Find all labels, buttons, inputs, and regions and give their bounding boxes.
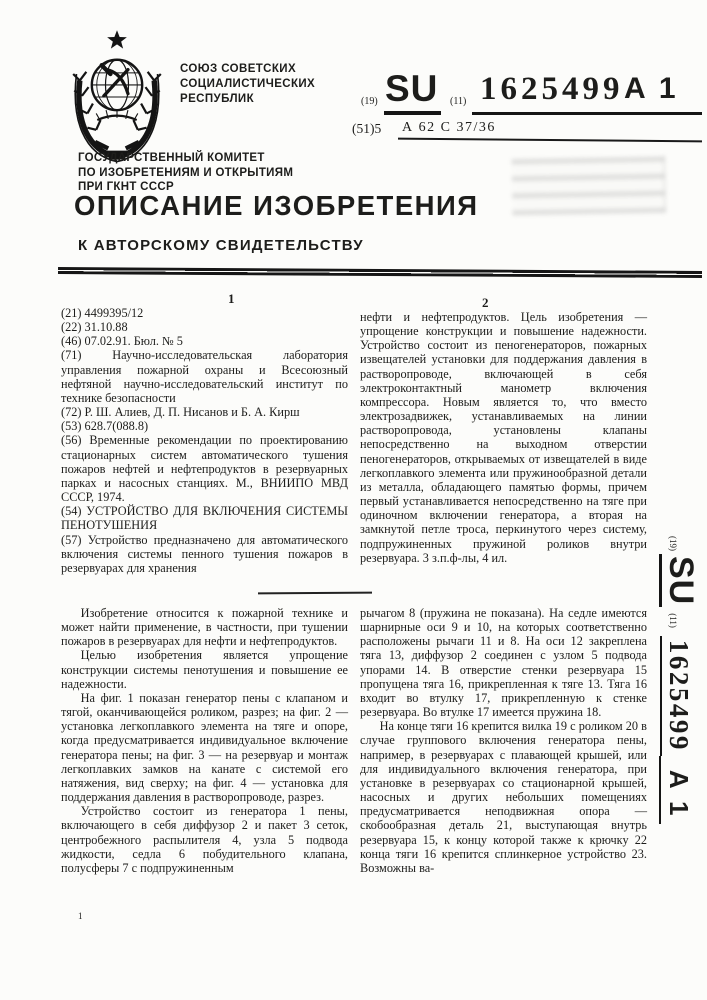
side-document-number bbox=[640, 536, 700, 884]
paragraph: Целью изобретения является упрощение конструкции системы пенотушения и повышение ее надежности. bbox=[61, 648, 348, 691]
field-54-invention-title: (54) УСТРОЙСТВО ДЛЯ ВКЛЮЧЕНИЯ СИСТЕМЫ ПЕНОТУШЕНИЯ bbox=[61, 504, 348, 533]
document-number: 1625499 bbox=[480, 71, 624, 107]
header-divider bbox=[58, 267, 702, 278]
country-code: SU bbox=[384, 68, 441, 115]
union-name-line3: РЕСПУБЛИК bbox=[180, 93, 254, 105]
side-kind-code: A 1 bbox=[659, 756, 694, 825]
side-code-19: (19) bbox=[668, 536, 678, 551]
field-72: (72) Р. Ш. Алиев, Д. П. Нисанов и Б. А. Кирш bbox=[61, 405, 300, 420]
committee-line3: ПРИ ГКНТ СССР bbox=[78, 181, 174, 193]
column-1-marker: 1 bbox=[228, 291, 235, 306]
field-71: (71) Научно-исследовательская лаборатория управления пожарной охраны и Всесоюзный нефтяной научно-исследовательский институт по технике безопасности bbox=[61, 348, 348, 405]
abstract-continuation: нефти и нефтепродуктов. Цель изобретения — упрощение конструкции и повышение надежности. Устройство состоит из пеногенераторов, пожарных извещателей установки для поддержания давления в растворопроводе, включающей в себя электроконтактный манометр включения компрессора. Новым является то, что вместо электрозадвижек, устанавливаемых на линии растворопровода, установлены клапаны непосредственно на выходном отверстии пеногенераторов, открываемых от извещателей в виде легкоплавкого элемента или пружинообразной детали из металла, обладающего памятью формы, причем первый устанавливается непосредственно на тяге при одиночном включении генератора, а вторая на замкнутой петле троса, перкинутого через систему, подпружиненных пружиной роликов внутри резервуара. 3 з.п.ф-лы, 4 ил. bbox=[360, 310, 647, 565]
paragraph: Изобретение относится к пожарной технике и может найти применение, в частности, при тушении пожаров в резервуарах для нефти и нефтепродуктов. bbox=[61, 606, 348, 649]
section-divider bbox=[258, 592, 372, 595]
union-name-line2: СОЦИАЛИСТИЧЕСКИХ bbox=[180, 78, 316, 90]
ipc-label: (51)5 bbox=[352, 121, 382, 136]
kind-code: A 1 bbox=[624, 72, 679, 105]
committee-line1: ГОСУДАРСТВЕННЫЙ КОМИТЕТ bbox=[78, 152, 265, 164]
side-code-11: (11) bbox=[668, 613, 678, 628]
side-country-code: SU bbox=[659, 554, 700, 607]
ussr-emblem-graphic bbox=[62, 28, 172, 166]
union-name bbox=[180, 62, 315, 107]
committee-name bbox=[78, 151, 293, 195]
field-53: (53) 628.7(088.8) bbox=[61, 419, 149, 434]
column-2-marker: 2 bbox=[482, 295, 489, 310]
paragraph: Устройство состоит из генератора 1 пены, включающего в себя диффузор 2 и пакет 3 сеток, центробежного распылителя 4, узла 5 подвода жидкости, седла 6 побудительного клапана, полусферы 7 с подпружиненным bbox=[61, 804, 348, 875]
ipc-code: А 62 С 37/36 bbox=[402, 120, 496, 135]
paragraph: рычагом 8 (пружина не показана). На седле имеются шарнирные оси 9 и 10, на которых соответственно расположены рычаги 11 и 8. На оси 12 закреплена тяга 13, диффузор 2 соединен с узлом 5 подвода упорами 14. В отверстие стенки резервуара 15 пропущена тяга 16, прикрепленная к тяге 13. Тяга 16 входит во втулку 17, прикрепленную к стенке резервуара. Во втулке 17 имеется пружина 18. bbox=[360, 606, 647, 720]
paragraph: На фиг. 1 показан генератор пены с клапаном и тягой, оканчивающейся роликом, разрез; на фиг. 2 — установка легкоплавкого элемента на тяге и опоре, когда предусматривается индивидуальное включение генератора пены; на фиг. 3 — на резервуар и монтаж легкоплавких замков на канате с системой его натяжения, вид сверху; на фиг. 4 — установка для поддержания давления в растворопроводе, разрез. bbox=[61, 690, 348, 805]
stamp-smudge bbox=[512, 156, 666, 216]
bibliographic-fields bbox=[61, 306, 348, 575]
paragraph: На конце тяги 16 крепится вилка 19 с роликом 20 в случае группового включения генератора пены, например, в резервуарах с плавающей крышей, или для индивидуального включения генератора, при установке в резервуарах со стационарной крышей, насосных и других небольших помещениях предусматривается неподвижная опора — скобообразная деталь 21, выступающая внутрь резервуара 15, к концу которой также к крючку 22 конца тяги 16 крепится сплинкерное устройство 23. Возможны ва- bbox=[360, 719, 647, 875]
number-underline bbox=[472, 112, 702, 115]
code-11-label: (11) bbox=[450, 96, 467, 107]
description-right-column bbox=[360, 606, 647, 875]
field-57-abstract-start: (57) Устройство предназначено для автоматического включения системы пенного тушения пожаров в резервуарах для хранения bbox=[61, 532, 348, 575]
ipc-underline bbox=[398, 138, 702, 143]
document-title: ОПИСАНИЕ ИЗОБРЕТЕНИЯ bbox=[74, 190, 479, 221]
ussr-emblem bbox=[62, 28, 172, 166]
union-name-line1: СОЮЗ СОВЕТСКИХ bbox=[180, 63, 297, 75]
field-46: (46) 07.02.91. Бюл. № 5 bbox=[61, 334, 183, 349]
field-22: (22) 31.10.88 bbox=[61, 320, 128, 335]
committee-line2: ПО ИЗОБРЕТЕНИЯМ И ОТКРЫТИЯМ bbox=[78, 166, 294, 179]
document-subtitle: К АВТОРСКОМУ СВИДЕТЕЛЬСТВУ bbox=[78, 237, 364, 254]
side-number: 1625499 bbox=[660, 636, 694, 756]
field-21: (21) 4499395/12 bbox=[61, 306, 144, 320]
code-19-label: (19) bbox=[361, 96, 378, 107]
footnote-marker: 1 bbox=[78, 911, 83, 921]
description-left-column bbox=[61, 606, 348, 875]
field-56: (56) Временные рекомендации по проектированию стационарных систем автоматического тушения пожаров нефтей и нефтепродуктов в резервуарных парках и насосных станциях. М., ВНИИПО МВД СССР, 1974. bbox=[61, 433, 348, 505]
